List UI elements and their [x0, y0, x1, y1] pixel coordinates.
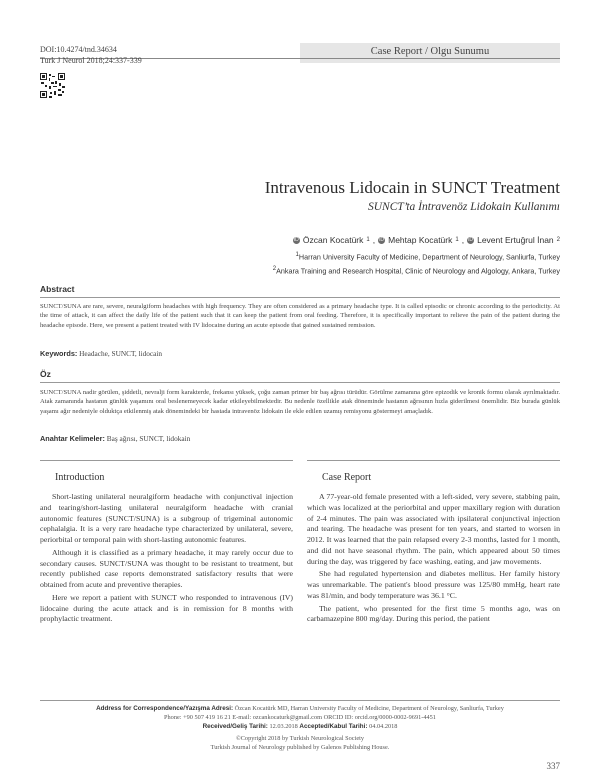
author-separator: ,: [372, 235, 376, 245]
oz-text: SUNCT/SUNA nadir görülen, şiddetli, nevralji form karakterde, frekansı yüksek, çoğu zaman primer bir baş ağrısı türüdür. Görülme zamanına göre epizodik ve kronik formu olarak ayrılmaktadır. Atak zamanında hastanın günlük yaşamını oral beslenemeyecek kadar etkileyebilmektedir. Bu nedenle özellikle atak döneminde hastanın ağrısının hızla giderilmesi önemlidir. Biz burada günlük yaşamı ağır nedeniyle olduktça etkilenmiş atak dönemindeki bir hastada intravenöz lidokain ile ekle edilen uzamış remisyonu göstermeyi amaçladık.: [40, 389, 560, 415]
abstract-heading: Abstract: [40, 284, 560, 298]
paragraph: She had regulated hypertension and diabetes mellitus. Her family history was unremarkable. The patient's blood pressure was 125/80 mmHg, heart rate was 81/min, and body temperature was 36.1 °C.: [307, 569, 560, 600]
accepted-date: 04.04.2018: [369, 722, 398, 730]
affiliation: [296, 252, 560, 261]
author-list: [293, 235, 560, 245]
affiliation-sup: 2: [272, 266, 277, 272]
correspondence: [40, 705, 560, 731]
copyright: [40, 735, 560, 752]
abstract-keywords: [40, 349, 560, 358]
keywords-label: Anahtar Kelimeler:: [40, 434, 105, 443]
paragraph: Short-lasting unilateral neuralgiform headache with conjunctival injection and tearing/short-lasting unilateral neuralgiform headache with cranial autonomic features (SUNCT/SUNA) is a subgroup of trigeminal autonomic cephalalgia. It is a very rare headache type characterized by unilateral, severe, periorbital or temporal pain with short-lasting autonomic features.: [40, 492, 293, 544]
author-name: Özcan Kocatürk: [302, 235, 364, 245]
paragraph: Here we report a patient with SUNCT who responded to intravenous (IV) lidocaine during the acute attack and is in remission for 8 months with prophylactic treatment.: [40, 592, 293, 624]
qr-code-icon: [40, 73, 65, 98]
case-report-heading: Case Report: [322, 472, 372, 483]
keywords-text: Headache, SUNCT, lidocain: [79, 349, 163, 358]
affiliation-sup: 1: [295, 252, 299, 258]
correspondence-label: Address for Correspondence/Yazışma Adresi:: [96, 705, 234, 712]
doi[interactable]: DOI:10.4274/tnd.34634: [40, 45, 117, 54]
oz-keywords: [40, 434, 560, 443]
section-rule: [307, 460, 560, 461]
introduction-body: [40, 492, 293, 627]
copyright-line: ©Copyright 2018 by Turkish Neurological Society: [235, 735, 365, 742]
orcid-icon[interactable]: iD: [294, 236, 299, 243]
paragraph: The patient, who presented for the first time 5 months ago, was on carbamazepine 800 mg/day. During this period, the patient: [307, 603, 560, 624]
keywords-text: Baş ağrısı, SUNCT, lidokain: [106, 434, 191, 443]
section-rule: [40, 460, 293, 461]
paragraph: Although it is classified as a primary headache, it may rarely occur due to secondary causes. SUNCT/SUNA was thought to be resistant to treatment, but recently published case reports demonstrated satisfactory results that were obtained from acute and preventive therapies.: [40, 547, 293, 589]
author-affiliation-sup: 1: [455, 237, 459, 243]
orcid-icon[interactable]: iD: [468, 236, 473, 243]
case-report-body: [307, 492, 560, 627]
article-meta: [40, 44, 142, 66]
oz-heading: Öz: [40, 369, 560, 383]
page-number: 337: [546, 761, 560, 771]
author-name: Levent Ertuğrul İnan: [477, 235, 554, 245]
keywords-label: Keywords:: [40, 349, 78, 358]
publisher-line: Turkish Journal of Neurology published by Galenos Publishing House.: [210, 743, 390, 751]
affiliation-text: Ankara Training and Research Hospital, Clinic of Neurology and Algology, Ankara, Turkey: [276, 266, 560, 276]
received-date: 12.03.2018: [269, 722, 298, 730]
author-separator: ,: [461, 235, 465, 245]
contact-info[interactable]: Phone: +90 507 419 16 21 E-mail: ozcankocaturk@gmail.com ORCID ID: orcid.org/0000-0002-9691-4451: [164, 713, 436, 721]
orcid-icon[interactable]: iD: [379, 236, 384, 243]
received-label: Received/Geliş Tarihi:: [202, 722, 268, 730]
paragraph: A 77-year-old female presented with a left-sided, very severe, stabbing pain, which was localized at the periorbital and upper maxillary region with duration of 2-4 minutes. The pain was associated with ipsilateral conjunctival injection and tearing. The headache was present for ten years, and started to worsen in 2012. It was learned that the pain relapsed every 2-3 months, lasted for 1 month, and did not have seasonal rhythm. The pain, which appeared about 50 times during the day, was triggered by face washing, eating, and jaw movements.: [307, 492, 560, 566]
footer-rule: [40, 700, 560, 701]
section-type: Case Report / Olgu Sunumu: [370, 46, 490, 57]
article-title: Intravenous Lidocain in SUNCT Treatment: [264, 178, 560, 197]
accepted-label: Accepted/Kabul Tarihi:: [299, 722, 368, 730]
abstract-text: SUNCT/SUNA are rare, severe, neuralgiform headaches with high frequency. They are often considered as a primary headache type. It is called episodic or chronic according to the periodicity. At the time of attack, it can affect the daily life of the patient such that it can keep the patient from oral feeding. Therefore, it is specifically important to relieve the pain of the patient during the headache episode. Here, we present a patient treated with IV lidocaine during an acute episode that gained sustained remission.: [40, 303, 560, 329]
article-subtitle: SUNCT’ta İntravenöz Lidokain Kullanımı: [368, 201, 560, 213]
author-affiliation-sup: 1: [366, 237, 370, 243]
author-name: Mehtap Kocatürk: [388, 235, 453, 245]
introduction-heading: Introduction: [55, 472, 105, 483]
correspondence-address: Özcan Kocatürk MD, Harran University Faculty of Medicine, Department of Neurology, Sanliurfa, Turkey: [234, 705, 504, 712]
journal-reference: Turk J Neurol 2018;24:337-339: [40, 56, 142, 65]
affiliation-text: Harran University Faculty of Medicine, Department of Neurology, Sanliurfa, Turkey: [298, 252, 560, 262]
author-affiliation-sup: 2: [556, 237, 560, 243]
affiliation: [273, 266, 560, 275]
